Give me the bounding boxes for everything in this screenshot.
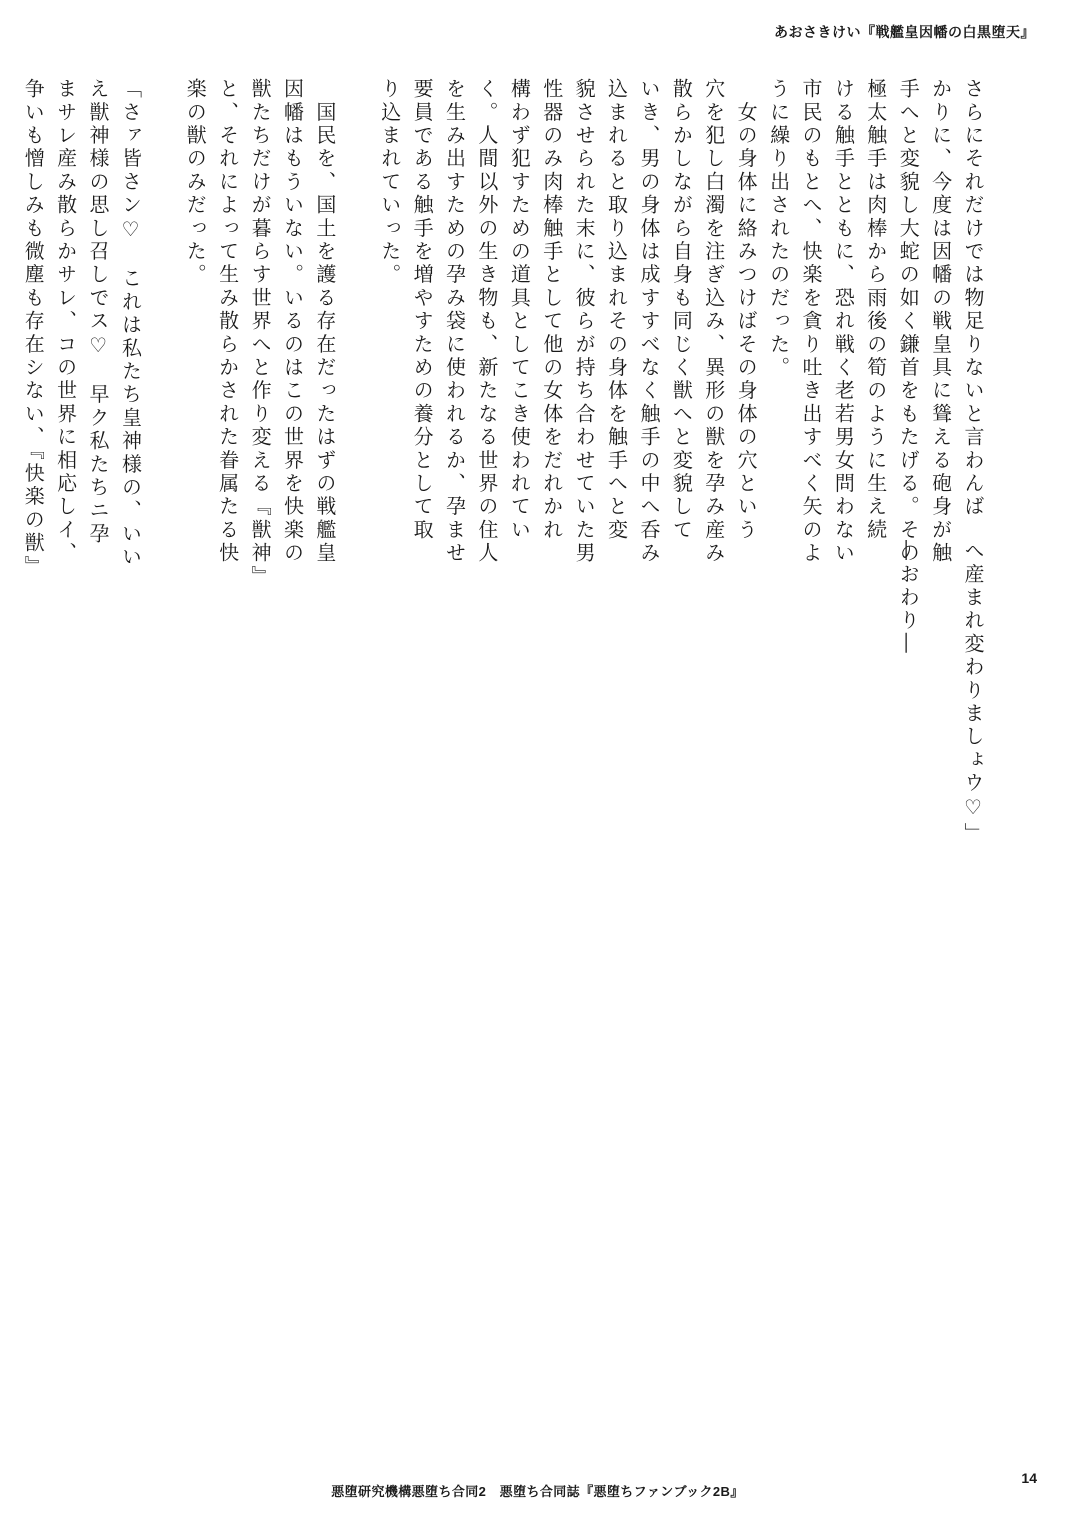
text-line: 獣たちだけが暮らす世界へと作り変える『獣神』 [248,78,273,589]
text-line: 女の身体に絡みつけばその身体の穴という [734,78,759,542]
text-line: 性器のみ肉棒触手として他の女体をだれかれ [539,78,564,542]
continuation-text-block [892,540,989,846]
text-line: 楽の獣のみだった。 [183,78,208,287]
text-line: 構わず犯すための道具としてこき使われてい [507,78,532,542]
text-line: く。人間以外の生き物も、新たなる世界の住人 [474,78,499,566]
text-line: かりに、今度は因幡の戦皇具に聳える砲身が触 [928,78,953,566]
running-title: あおさきけい『戦艦皇因幡の白黒堕天』 [774,24,1035,40]
text-line: 「さァ皆さン♡ これは私たち皇神様の、いい [118,78,143,570]
text-line: 市民のもとへ、快楽を貪り吐き出すべく矢のよ [798,78,823,566]
blank-line [341,78,373,548]
text-line: まサレ産み散らかサレ、コの世界に相応しイ、 [53,78,78,566]
text-line: 因幡はもういない。いるのはこの世界を快楽の [280,78,305,566]
text-line: と、それによって生み散らかされた眷属たる快 [215,78,240,566]
text-line: 極太触手は肉棒から雨後の筍のように生え続 [863,78,888,542]
blank-line [146,78,178,548]
text-line: 貌させられた末に、彼らが持ち合わせていた男 [572,78,597,566]
text-line: り込まれていった。 [377,78,402,287]
text-line: 要員である触手を増やすための養分として取 [410,78,435,542]
text-line: 穴を犯し白濁を注ぎ込み、異形の獣を孕み産み [701,78,726,566]
text-line: 争いも憎しみも微塵も存在シない、『快楽の獣』 [21,78,46,579]
text-line: 散らかしながら自身も同じく獣へと変貌して [669,78,694,542]
text-line: うに繰り出されたのだった。 [766,78,791,380]
main-text-block [17,78,989,589]
text-line: さらにそれだけでは物足りないと言わんば [961,78,985,519]
text-line: へ産まれ変わりましょウ♡」 [961,540,985,846]
text-line: 国民を、国土を護る存在だったはずの戦艦皇 [312,78,337,566]
page-number: 14 [1021,1470,1037,1486]
text-line: いき、男の身体は成すすべなく触手の中へ呑み [636,78,661,566]
text-line: え獣神様の思し召しでス♡ 早ク私たちニ孕 [86,78,111,546]
text-line: を生み出すための孕み袋に使われるか、孕ませ [442,78,467,566]
footer-credit: 悪堕研究機構悪堕ち合同2 悪堕ち合同誌『悪堕ちファンブック2B』 [331,1484,744,1499]
text-line: ける触手とともに、恐れ戦く老若男女問わない [831,78,856,566]
text-line: 込まれると取り込まれその身体を触手へと変 [604,78,629,542]
blank-line [924,540,956,700]
text-line: 手へと変貌し大蛇の如く鎌首をもたげる。その [896,78,921,566]
end-mark: ―おわり― [896,540,921,656]
